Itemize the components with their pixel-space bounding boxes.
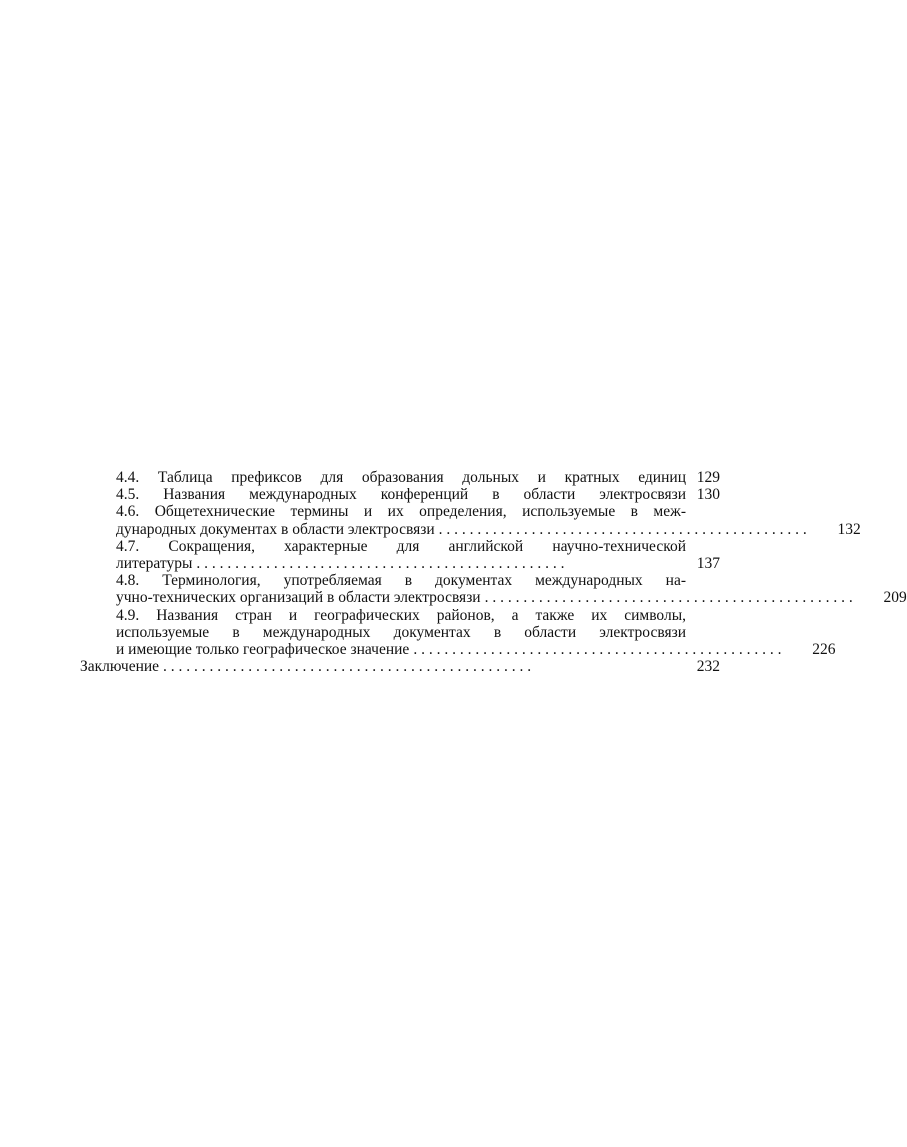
toc-entry-title: Заключение xyxy=(80,658,160,676)
toc-page-number: 209 xyxy=(883,589,907,607)
toc-entry-title-line: литературы xyxy=(116,555,193,573)
toc-entry-4-4 xyxy=(80,469,720,486)
toc-entry-title-line: 4.6. Общетехнические термины и их определения, используемые в меж- xyxy=(116,503,686,521)
toc-page-number: 226 xyxy=(812,641,836,659)
toc-entry-title: 4.4. Таблица префиксов для образования дольных и кратных единиц xyxy=(116,469,686,486)
toc-entry-title-line: 4.9. Названия стран и географических районов, а также их символы, xyxy=(116,606,686,624)
toc-entry-title-line: 4.8. Терминология, употребляемая в документах международных на- xyxy=(116,572,686,590)
toc-leader-dots: . . . . . . . . . . . . . . . . . . . . . . . . . . . . . . . . . . . . . . . . . . . . . . . . xyxy=(484,589,853,607)
toc-entry-4-8 xyxy=(80,572,907,607)
toc-page-number: 130 xyxy=(696,486,720,504)
toc-page-number: 232 xyxy=(696,658,720,676)
toc-entry-title-line: используемые в международных документах в области электросвязи xyxy=(116,623,686,641)
toc-page-number: 132 xyxy=(837,520,861,538)
toc-entry-title-line: и имеющие только географическое значение xyxy=(116,641,410,659)
toc-leader-dots: . . . . . . . . . . . . . . . . . . . . . . . . . . . . . . . . . . . . . . . . . . . . . . . . xyxy=(413,641,782,659)
toc-entry-title-line: 4.7. Сокращения, характерные для английской научно-технической xyxy=(116,537,686,555)
toc-page-number: 129 xyxy=(696,469,720,486)
table-of-contents xyxy=(80,469,907,676)
toc-entry-4-9 xyxy=(80,606,836,659)
toc-page-number: 137 xyxy=(696,555,720,573)
toc-leader-dots: . . . . . . . . . . . . . . . . . . . . . . . . . . . . . . . . . . . . . . . . . . . . . . . . xyxy=(438,520,807,538)
toc-leader-dots: . . . . . . . . . . . . . . . . . . . . . . . . . . . . . . . . . . . . . . . . . . . . . . . . xyxy=(163,658,532,676)
toc-entry-conclusion xyxy=(80,658,720,675)
toc-leader-dots: . . . . . . . . . . . . . . . . . . . . . . . . . . . . . . . . . . . . . . . . . . . . . . . . xyxy=(196,555,565,573)
toc-entry-4-5 xyxy=(80,486,720,503)
toc-entry-title-line: учно-технических организаций в области электросвязи xyxy=(116,589,481,607)
toc-entry-title: 4.5. Названия международных конференций в области электросвязи xyxy=(116,486,686,504)
toc-entry-title-line: дународных документах в области электросвязи xyxy=(116,520,435,538)
toc-entry-4-6 xyxy=(80,503,861,538)
toc-entry-4-7 xyxy=(80,538,720,572)
